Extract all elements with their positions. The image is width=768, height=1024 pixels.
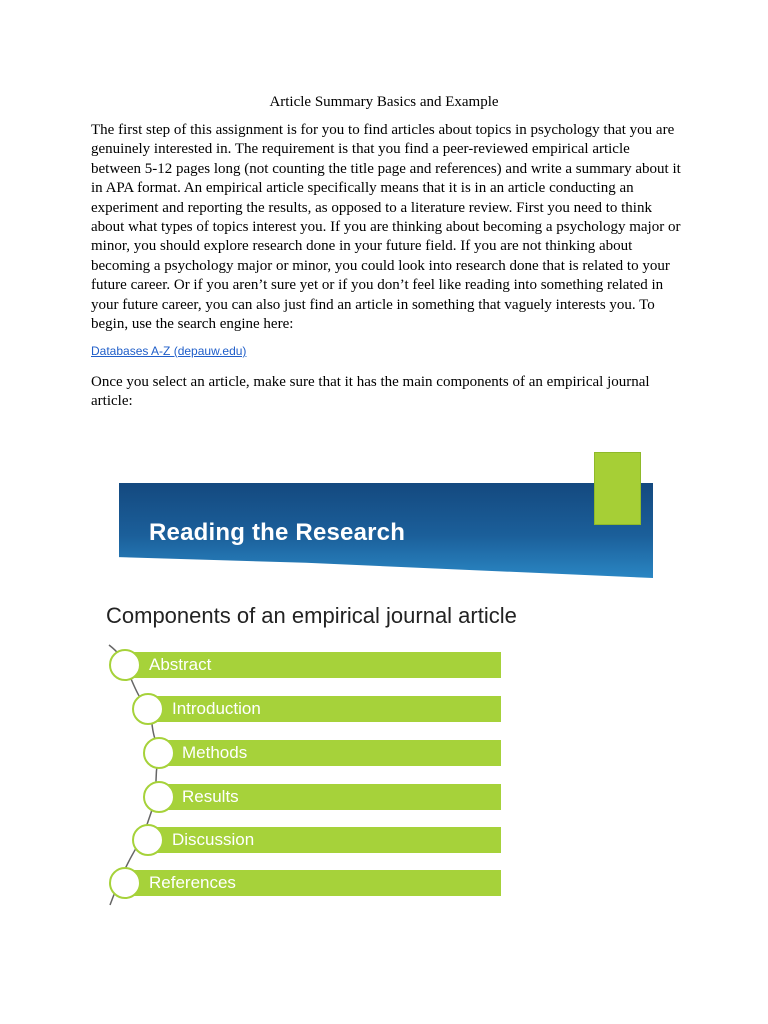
databases-link[interactable]: Databases A-Z (depauw.edu) bbox=[91, 344, 247, 358]
component-circle-icon bbox=[109, 649, 141, 681]
component-circle-icon bbox=[132, 693, 164, 725]
component-bar-abstract bbox=[124, 652, 501, 678]
components-paragraph: Once you select an article, make sure that it has the main components of an empirical journal article: bbox=[91, 374, 650, 410]
page-title: Article Summary Basics and Example bbox=[269, 94, 499, 110]
component-circle-icon bbox=[132, 824, 164, 856]
component-label: References bbox=[149, 873, 236, 892]
component-bar-results bbox=[158, 784, 501, 810]
reading-research-slide bbox=[100, 450, 660, 920]
component-bar-introduction bbox=[148, 696, 501, 722]
slide-heading: Components of an empirical journal article bbox=[106, 603, 517, 628]
component-circle-icon bbox=[143, 737, 175, 769]
intro-paragraph: The first step of this assignment is for you to find articles about topics in psychology that you are genuinely interested in. The requirement is that you find a peer-reviewed empirical article between 5-12 pages long (not counting the title page and references) and write a summary about it in APA format. An empirical article specifically means that it is in an article conducting an experiment and reporting the results, as opposed to a literature review. First you need to think about what types of topics interest you. If you are thinking about becoming a psychology major or minor, you should explore research done in your future field. If you are not thinking about becoming a psychology major or minor, you could look into research done that is related to your future career. Or if you aren’t sure yet or if you don’t feel like reading into something related in your future career, you can also just find an article in something that vaguely interests you. To begin, use the search engine here: bbox=[91, 122, 681, 333]
component-label: Abstract bbox=[149, 655, 212, 674]
component-label: Discussion bbox=[172, 830, 255, 849]
component-bar-discussion bbox=[148, 827, 501, 853]
component-label: Introduction bbox=[172, 699, 261, 718]
component-bar-references bbox=[124, 870, 501, 896]
component-label: Methods bbox=[182, 743, 248, 762]
slide-banner-title: Reading the Research bbox=[149, 519, 406, 546]
component-circle-icon bbox=[143, 781, 175, 813]
component-circle-icon bbox=[109, 867, 141, 899]
component-bar-methods bbox=[158, 740, 501, 766]
component-label: Results bbox=[182, 787, 239, 806]
